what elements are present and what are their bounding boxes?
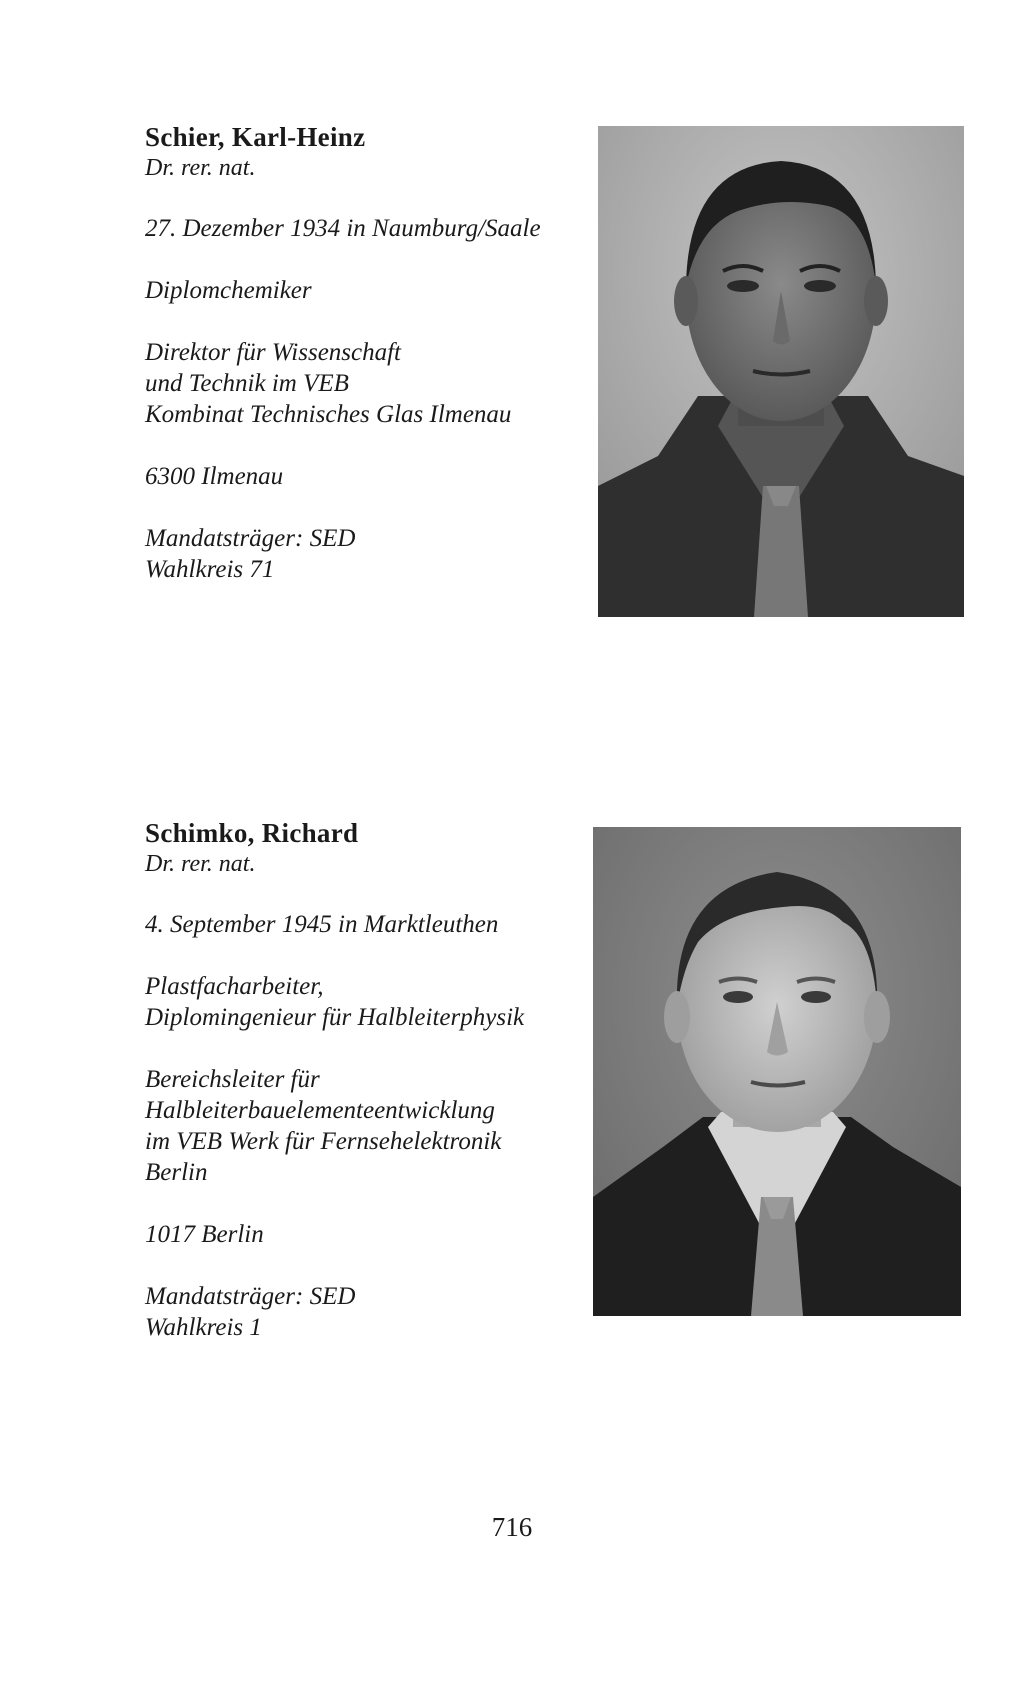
position-line: im VEB Werk für Fernsehelektronik <box>145 1128 502 1155</box>
mandate: Mandatsträger: SED <box>145 1283 356 1310</box>
position-line: Direktor für Wissenschaft <box>145 339 402 366</box>
person-name: Schier, Karl-Heinz <box>145 122 366 152</box>
position-line: Halbleiterbauelementeentwicklung <box>145 1097 495 1124</box>
person-name: Schimko, Richard <box>145 818 359 848</box>
page-number: 716 <box>491 1512 533 1542</box>
address: 6300 Ilmenau <box>145 463 284 490</box>
entry-schimko <box>145 817 585 1343</box>
profession-line: Plastfacharbeiter, <box>145 973 324 1000</box>
position-line: Kombinat Technisches Glas Ilmenau <box>145 401 512 428</box>
portrait-photo <box>598 126 964 617</box>
mandate: Mandatsträger: SED <box>145 525 356 552</box>
profession-line: Diplomingenieur für Halbleiterphysik <box>145 1004 525 1031</box>
position-line: und Technik im VEB <box>145 370 349 397</box>
electoral-district: Wahlkreis 1 <box>145 1314 262 1341</box>
position-line: Berlin <box>145 1159 208 1186</box>
academic-title: Dr. rer. nat. <box>145 155 256 181</box>
portrait-photo <box>593 827 961 1316</box>
birth-info: 4. September 1945 in Marktleuthen <box>145 911 499 938</box>
profession-line: Diplomchemiker <box>145 277 312 304</box>
position-line: Bereichsleiter für <box>145 1066 320 1093</box>
entry-schier <box>145 121 585 585</box>
address: 1017 Berlin <box>145 1221 264 1248</box>
academic-title: Dr. rer. nat. <box>145 851 256 877</box>
birth-info: 27. Dezember 1934 in Naumburg/Saale <box>145 215 541 242</box>
electoral-district: Wahlkreis 71 <box>145 556 275 583</box>
